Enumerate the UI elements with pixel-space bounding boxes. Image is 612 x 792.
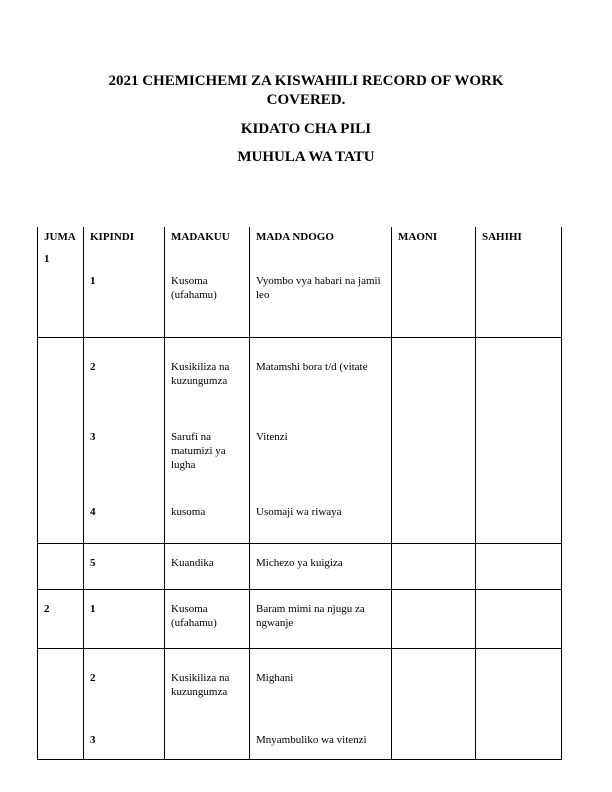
table-cell-madakuu: Kuandika	[165, 544, 250, 590]
table-row	[38, 274, 562, 338]
table-row	[38, 430, 562, 505]
week-label-row	[38, 252, 562, 274]
table-cell-sahihi	[476, 733, 562, 760]
term-subtitle: MUHULA WA TATU	[237, 149, 375, 165]
document-title	[0, 72, 612, 110]
table-cell-sahihi	[476, 430, 562, 505]
table-cell-kipindi: 3	[84, 430, 165, 505]
table-cell-juma: 1	[38, 252, 84, 274]
table-cell-mada-ndogo: Vyombo vya habari na jamii leo	[250, 274, 392, 338]
table-cell-maoni	[392, 590, 476, 649]
column-header-mada-ndogo: MADA NDOGO	[250, 227, 392, 252]
table-cell-madakuu: Sarufi na matumizi ya lugha	[165, 430, 250, 505]
column-header-maoni: MAONI	[392, 227, 476, 252]
table-cell-madakuu: kusoma	[165, 505, 250, 544]
table-cell-sahihi	[476, 505, 562, 544]
table-row	[38, 733, 562, 760]
table-row	[38, 505, 562, 544]
table-cell-mada-ndogo: Michezo ya kuigiza	[250, 544, 392, 590]
record-of-work-table	[37, 227, 562, 760]
title-line-2: COVERED.	[266, 92, 346, 108]
title-line-1: 2021 CHEMICHEMI ZA KISWAHILI RECORD OF WORK	[108, 73, 504, 89]
table-cell-sahihi	[476, 544, 562, 590]
table-cell-madakuu: Kusoma (ufahamu)	[165, 590, 250, 649]
table-row	[38, 338, 562, 431]
table-row	[38, 590, 562, 649]
table-cell-mada-ndogo: Mnyambuliko wa vitenzi	[250, 733, 392, 760]
table-cell-sahihi	[476, 274, 562, 338]
table-cell-kipindi: 1	[84, 274, 165, 338]
table-row	[38, 649, 562, 734]
table-cell-kipindi: 3	[84, 733, 165, 760]
table-cell-maoni	[392, 338, 476, 431]
table-header-row	[38, 227, 562, 252]
table-cell-madakuu: Kusikiliza na kuzungumza	[165, 338, 250, 431]
column-header-madakuu: MADAKUU	[165, 227, 250, 252]
table-cell-mada-ndogo: Baram mimi na njugu za ngwanje	[250, 590, 392, 649]
table-cell-mada-ndogo: Mighani	[250, 649, 392, 734]
table-cell-juma: 2	[38, 590, 84, 649]
table-cell-maoni	[392, 544, 476, 590]
table-cell-madakuu	[165, 733, 250, 760]
table-row	[38, 544, 562, 590]
table-cell-maoni	[392, 430, 476, 505]
table-cell-sahihi	[476, 590, 562, 649]
table-cell-madakuu: Kusikiliza na kuzungumza	[165, 649, 250, 734]
table-cell-sahihi	[476, 338, 562, 431]
table-cell-kipindi: 5	[84, 544, 165, 590]
column-header-kipindi: KIPINDI	[84, 227, 165, 252]
table-cell-maoni	[392, 649, 476, 734]
table-cell-maoni	[392, 733, 476, 760]
table-cell-maoni	[392, 274, 476, 338]
column-header-juma: JUMA	[38, 227, 84, 252]
table-cell-kipindi: 2	[84, 338, 165, 431]
table-cell-mada-ndogo: Matamshi bora t/d (vitate	[250, 338, 392, 431]
table-cell-kipindi: 2	[84, 649, 165, 734]
table-cell-madakuu: Kusoma (ufahamu)	[165, 274, 250, 338]
form-subtitle: KIDATO CHA PILI	[240, 121, 372, 137]
table-cell-kipindi: 4	[84, 505, 165, 544]
table-cell-sahihi	[476, 649, 562, 734]
table-cell-mada-ndogo: Usomaji wa riwaya	[250, 505, 392, 544]
column-header-sahihi: SAHIHI	[476, 227, 562, 252]
table-cell-maoni	[392, 505, 476, 544]
table-cell-mada-ndogo: Vitenzi	[250, 430, 392, 505]
table-cell-kipindi: 1	[84, 590, 165, 649]
